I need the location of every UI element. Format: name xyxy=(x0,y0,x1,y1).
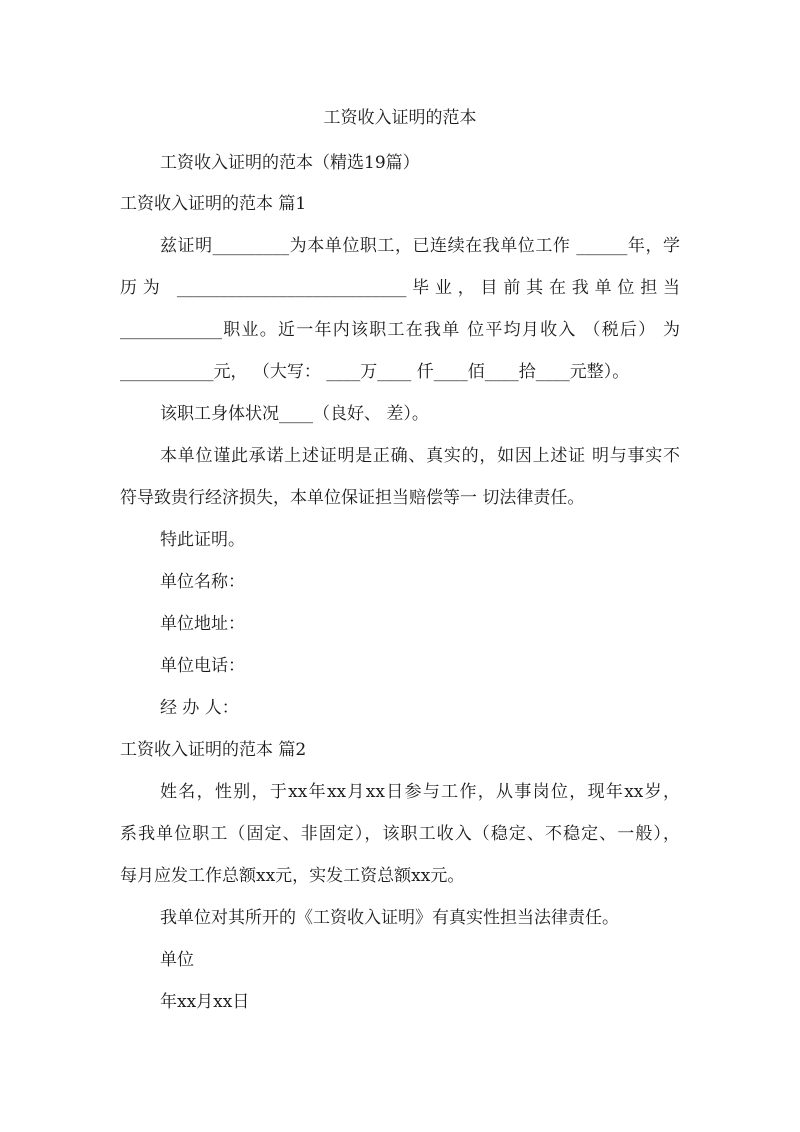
document-subtitle: 工资收入证明的范本（精选19篇） xyxy=(160,153,420,173)
section2-para1-line3: 每月应发工作总额xx元，实发工资总额xx元。 xyxy=(120,866,465,886)
section1-para4: 特此证明。 xyxy=(160,530,245,550)
section2-para2: 我单位对其所开的《工资收入证明》有真实性担当法律责任。 xyxy=(160,908,619,928)
section1-para3-line1: 本单位谨此承诺上述证明是正确、真实的，如因上述证 明与事实不 xyxy=(160,446,680,466)
section1-para2: 该职工身体状况____（良好、 差）。 xyxy=(160,404,429,424)
section1-para1-line2: 历为 ___________________________毕业，目前其在我单位担当 xyxy=(120,278,680,298)
handler-label: 经 办 人： xyxy=(160,698,239,718)
unit-label: 单位 xyxy=(160,950,194,970)
section1-para3-line2: 符导致贵行经济损失，本单位保证担当赔偿等一 切法律责任。 xyxy=(120,488,585,508)
section1-heading: 工资收入证明的范本 篇1 xyxy=(120,194,307,214)
section1-para1-line4: ___________元， （大写： ____万____ 仟____佰____拾____元整）。 xyxy=(120,362,630,382)
document-title: 工资收入证明的范本 xyxy=(323,108,477,128)
section2-para1-line2: 系我单位职工（固定、非固定），该职工收入（稳定、不稳定、一般）， xyxy=(120,824,680,844)
section2-heading: 工资收入证明的范本 篇2 xyxy=(120,740,307,760)
date-line: 年xx月xx日 xyxy=(160,992,250,1012)
section1-para1-line3: ____________职业。近一年内该职工在我单 位平均月收入 （税后） 为 xyxy=(120,320,680,340)
section2-para1-line1: 姓名，性别，于xx年xx月xx日参与工作，从事岗位，现年xx岁， xyxy=(160,782,680,802)
unit-name-label: 单位名称： xyxy=(160,572,245,592)
unit-address-label: 单位地址： xyxy=(160,614,245,634)
section1-para1-line1: 兹证明_________为本单位职工，已连续在我单位工作 ______年，学 xyxy=(160,236,680,256)
unit-phone-label: 单位电话： xyxy=(160,656,245,676)
